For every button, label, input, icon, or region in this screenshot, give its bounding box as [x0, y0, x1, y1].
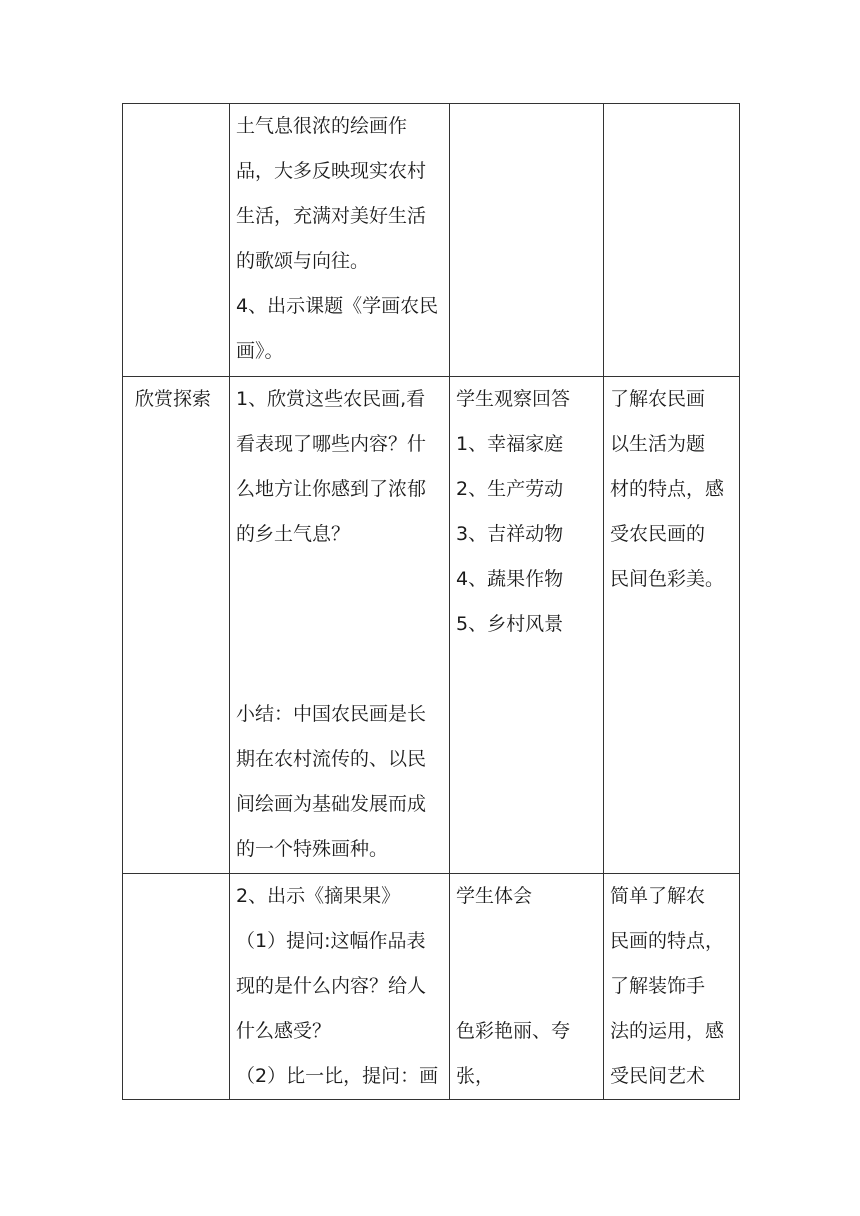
teacher-activity-cell: [230, 104, 450, 377]
summary-line: 期在农村流传的、以民: [236, 748, 427, 770]
text-line: （1）提问:这幅作品表: [236, 930, 426, 952]
text-line: 现的是什么内容？给人: [236, 975, 427, 997]
text-line: 的乡土气息？: [236, 523, 351, 545]
teacher-activity-cell: [230, 377, 450, 874]
text-line: 受民间艺术: [610, 1065, 706, 1087]
text-line: 民画的特点，: [610, 930, 725, 952]
text-line: 什么感受？: [236, 1020, 332, 1042]
student-activity-cell: [450, 377, 604, 874]
text-line: 生活，充满对美好生活: [236, 205, 427, 227]
text-line: 5、乡村风景: [456, 613, 564, 635]
text-line: 1、欣赏这些农民画,看: [236, 388, 426, 410]
text-line: 4、出示课题《学画农民: [236, 295, 439, 317]
table-row: [123, 377, 740, 874]
text-line: 张，: [456, 1065, 495, 1087]
text-line: 1、幸福家庭: [456, 433, 564, 455]
stage-cell: [123, 377, 230, 874]
stage-label: 欣赏探索: [135, 388, 212, 410]
text-line: 民间色彩美。: [610, 568, 725, 590]
design-intent-cell: [604, 104, 740, 377]
text-line: 看表现了哪些内容？什: [236, 433, 427, 455]
text-line: 受农民画的: [610, 523, 706, 545]
text-line: 的歌颂与向往。: [236, 250, 370, 272]
stage-cell: [123, 104, 230, 377]
text-line: （2）比一比，提问：画: [236, 1065, 439, 1087]
design-intent-cell: [604, 874, 740, 1100]
text-line: 了解农民画: [610, 388, 706, 410]
text-line: 简单了解农: [610, 885, 706, 907]
spacer: [236, 557, 443, 692]
spacer: [456, 919, 597, 964]
text-line: 土气息很浓的绘画作: [236, 115, 408, 137]
design-intent-cell: [604, 377, 740, 874]
text-line: 色彩艳丽、夸: [456, 1020, 571, 1042]
text-line: 2、出示《摘果果》: [236, 885, 401, 907]
lesson-plan-table: [122, 103, 740, 1100]
text-line: 么地方让你感到了浓郁: [236, 478, 427, 500]
text-line: 4、蔬果作物: [456, 568, 564, 590]
text-line: 2、生产劳动: [456, 478, 564, 500]
stage-cell: [123, 874, 230, 1100]
summary-line: 间绘画为基础发展而成: [236, 793, 427, 815]
text-line: 学生观察回答: [456, 388, 571, 410]
table-row: [123, 104, 740, 377]
table-row: [123, 874, 740, 1100]
text-line: 材的特点，感: [610, 478, 725, 500]
text-line: 3、吉祥动物: [456, 523, 564, 545]
text-line: 以生活为题: [610, 433, 706, 455]
text-line: 法的运用，感: [610, 1020, 725, 1042]
text-line: 品，大多反映现实农村: [236, 160, 427, 182]
text-line: 了解装饰手: [610, 975, 706, 997]
summary-line: 小结：中国农民画是长: [236, 703, 427, 725]
teacher-activity-cell: [230, 874, 450, 1100]
student-activity-cell: [450, 874, 604, 1100]
text-line: 画》。: [236, 340, 284, 362]
student-activity-cell: [450, 104, 604, 377]
spacer: [456, 964, 597, 1009]
text-line: 学生体会: [456, 885, 533, 907]
summary-line: 的一个特殊画种。: [236, 838, 389, 860]
